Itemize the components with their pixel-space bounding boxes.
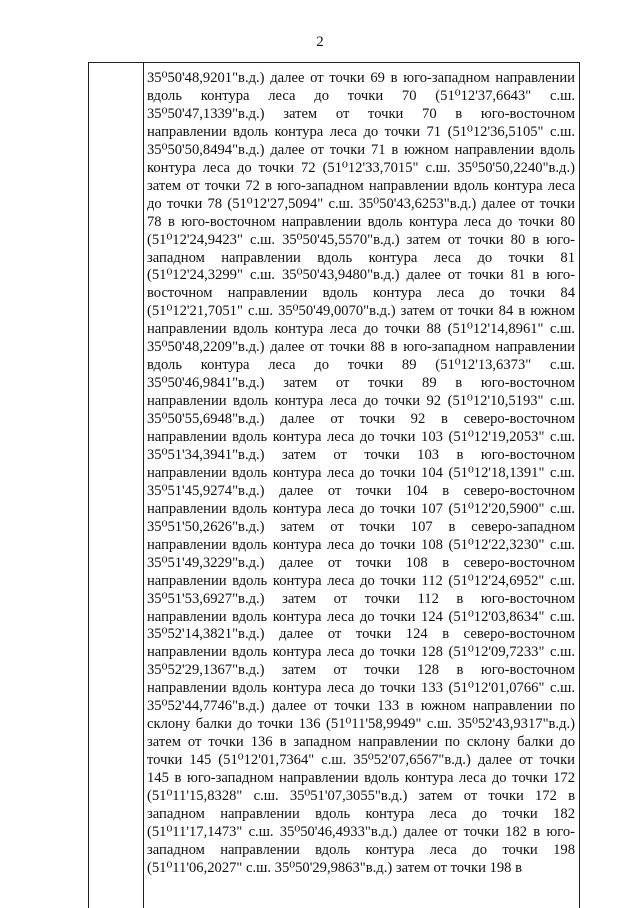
document-table: [88, 62, 580, 908]
text-line: 35⁰50'48,9201"в.д.) далее от точки 69 в юго-западном направлении: [147, 70, 575, 86]
text-line: направлении вдоль контура леса до точки 108 (51⁰12'22,3230" с.ш.: [147, 536, 575, 553]
text-line: (51⁰12'24,3299" с.ш. 35⁰50'43,9480"в.д.) далее от точки 81 в юго-: [147, 267, 575, 284]
text-line: 35⁰51'34,3941"в.д.) затем от точки 103 в юго-восточном: [147, 446, 575, 463]
text-line: 35⁰52'29,1367"в.д.) затем от точки 128 в юго-восточном: [147, 662, 575, 679]
text-line: направлении вдоль контура леса до точки 104 (51⁰12'18,1391" с.ш.: [147, 464, 575, 481]
text-line: западном направлении вдоль контура леса до точки 198: [147, 841, 575, 858]
table-left-column: [89, 63, 144, 908]
text-line: (51⁰11'06,2027" с.ш. 35⁰50'29,9863"в.д.) затем от точки 198 в: [147, 859, 523, 876]
text-line: западном направлении вдоль контура леса до точки 81: [147, 249, 575, 266]
text-line: 78 в юго-восточном направлении вдоль контура леса до точки 80: [147, 213, 575, 230]
text-line: вдоль контура леса до точки 89 (51⁰12'13,6373" с.ш.: [147, 357, 575, 374]
text-line: направлении вдоль контура леса до точки 88 (51⁰12'14,8961" с.ш.: [147, 321, 575, 338]
text-line: вдоль контура леса до точки 70 (51⁰12'37,6643" с.ш.: [147, 87, 575, 104]
text-line: направлении вдоль контура леса до точки 71 (51⁰12'36,5105" с.ш.: [147, 123, 575, 140]
text-line: контура леса до точки 72 (51⁰12'33,7015" с.ш. 35⁰50'50,2240"в.д.): [147, 159, 575, 176]
text-line: 35⁰50'48,2209"в.д.) далее от точки 88 в юго-западном направлении: [147, 339, 575, 356]
text-line: (51⁰11'17,1473" с.ш. 35⁰50'46,4933"в.д.) далее от точки 182 в юго-: [147, 823, 575, 840]
text-line: (51⁰11'15,8328" с.ш. 35⁰51'07,3055"в.д.) затем от точки 172 в: [147, 788, 575, 804]
text-line: 35⁰51'50,2626"в.д.) затем от точки 107 в северо-западном: [147, 518, 575, 535]
text-line: западном направлении вдоль контура леса до точки 182: [147, 805, 575, 822]
text-line: затем от точки 72 в юго-западном направлении вдоль контура леса: [147, 177, 575, 194]
text-line: направлении вдоль контура леса до точки 112 (51⁰12'24,6952" с.ш.: [147, 572, 575, 589]
text-line: 35⁰50'46,9841"в.д.) затем от точки 89 в юго-восточном: [147, 375, 575, 392]
text-line: (51⁰12'24,9423" с.ш. 35⁰50'45,5570"в.д.) затем от точки 80 в юго-: [147, 231, 575, 248]
table-text-column: [145, 63, 580, 908]
text-line: 35⁰51'45,9274"в.д.) далее от точки 104 в северо-восточном: [147, 482, 575, 499]
text-line: затем от точки 136 в западном направлении по склону балки до: [147, 734, 575, 751]
text-line: 35⁰50'50,8494"в.д.) далее от точки 71 в южном направлении вдоль: [147, 141, 575, 158]
text-line: (51⁰12'21,7051" с.ш. 35⁰50'49,0070"в.д.) затем от точки 84 в южном: [147, 303, 575, 320]
text-line: 35⁰52'14,3821"в.д.) далее от точки 124 в северо-восточном: [147, 626, 575, 643]
text-line: 145 в юго-западном направлении вдоль контура леса до точки 172: [147, 770, 575, 787]
text-line: восточном направлении вдоль контура леса до точки 84: [147, 285, 575, 302]
text-line: 35⁰50'55,6948"в.д.) далее от точки 92 в северо-восточном: [147, 411, 575, 428]
text-line: направлении вдоль контура леса до точки 92 (51⁰12'10,5193" с.ш.: [147, 393, 575, 410]
text-line: направлении вдоль контура леса до точки 128 (51⁰12'09,7233" с.ш.: [147, 644, 575, 661]
text-line: 35⁰51'53,6927"в.д.) затем от точки 112 в юго-восточном: [147, 590, 575, 607]
text-line: направлении вдоль контура леса до точки 107 (51⁰12'20,5900" с.ш.: [147, 500, 575, 517]
text-line: 35⁰52'44,7746"в.д.) далее от точки 133 в южном направлении по: [147, 698, 575, 715]
text-line: точки 145 (51⁰12'01,7364" с.ш. 35⁰52'07,6567"в.д.) далее от точки: [147, 752, 575, 769]
text-line: направлении вдоль контура леса до точки 133 (51⁰12'01,0766" с.ш.: [147, 680, 575, 697]
text-line: 35⁰50'47,1339"в.д.) затем от точки 70 в юго-восточном: [147, 105, 575, 122]
text-line: направлении вдоль контура леса до точки 103 (51⁰12'19,2053" с.ш.: [147, 429, 575, 445]
text-line: направлении вдоль контура леса до точки 124 (51⁰12'03,8634" с.ш.: [147, 608, 575, 625]
page-number: 2: [316, 34, 324, 50]
text-line: склону балки до точки 136 (51⁰11'58,9949" с.ш. 35⁰52'43,9317"в.д.): [147, 716, 575, 733]
text-line: 35⁰51'49,3229"в.д.) далее от точки 108 в северо-восточном: [147, 554, 575, 571]
text-line: до точки 78 (51⁰12'27,5094" с.ш. 35⁰50'43,6253"в.д.) далее от точки: [147, 195, 575, 212]
